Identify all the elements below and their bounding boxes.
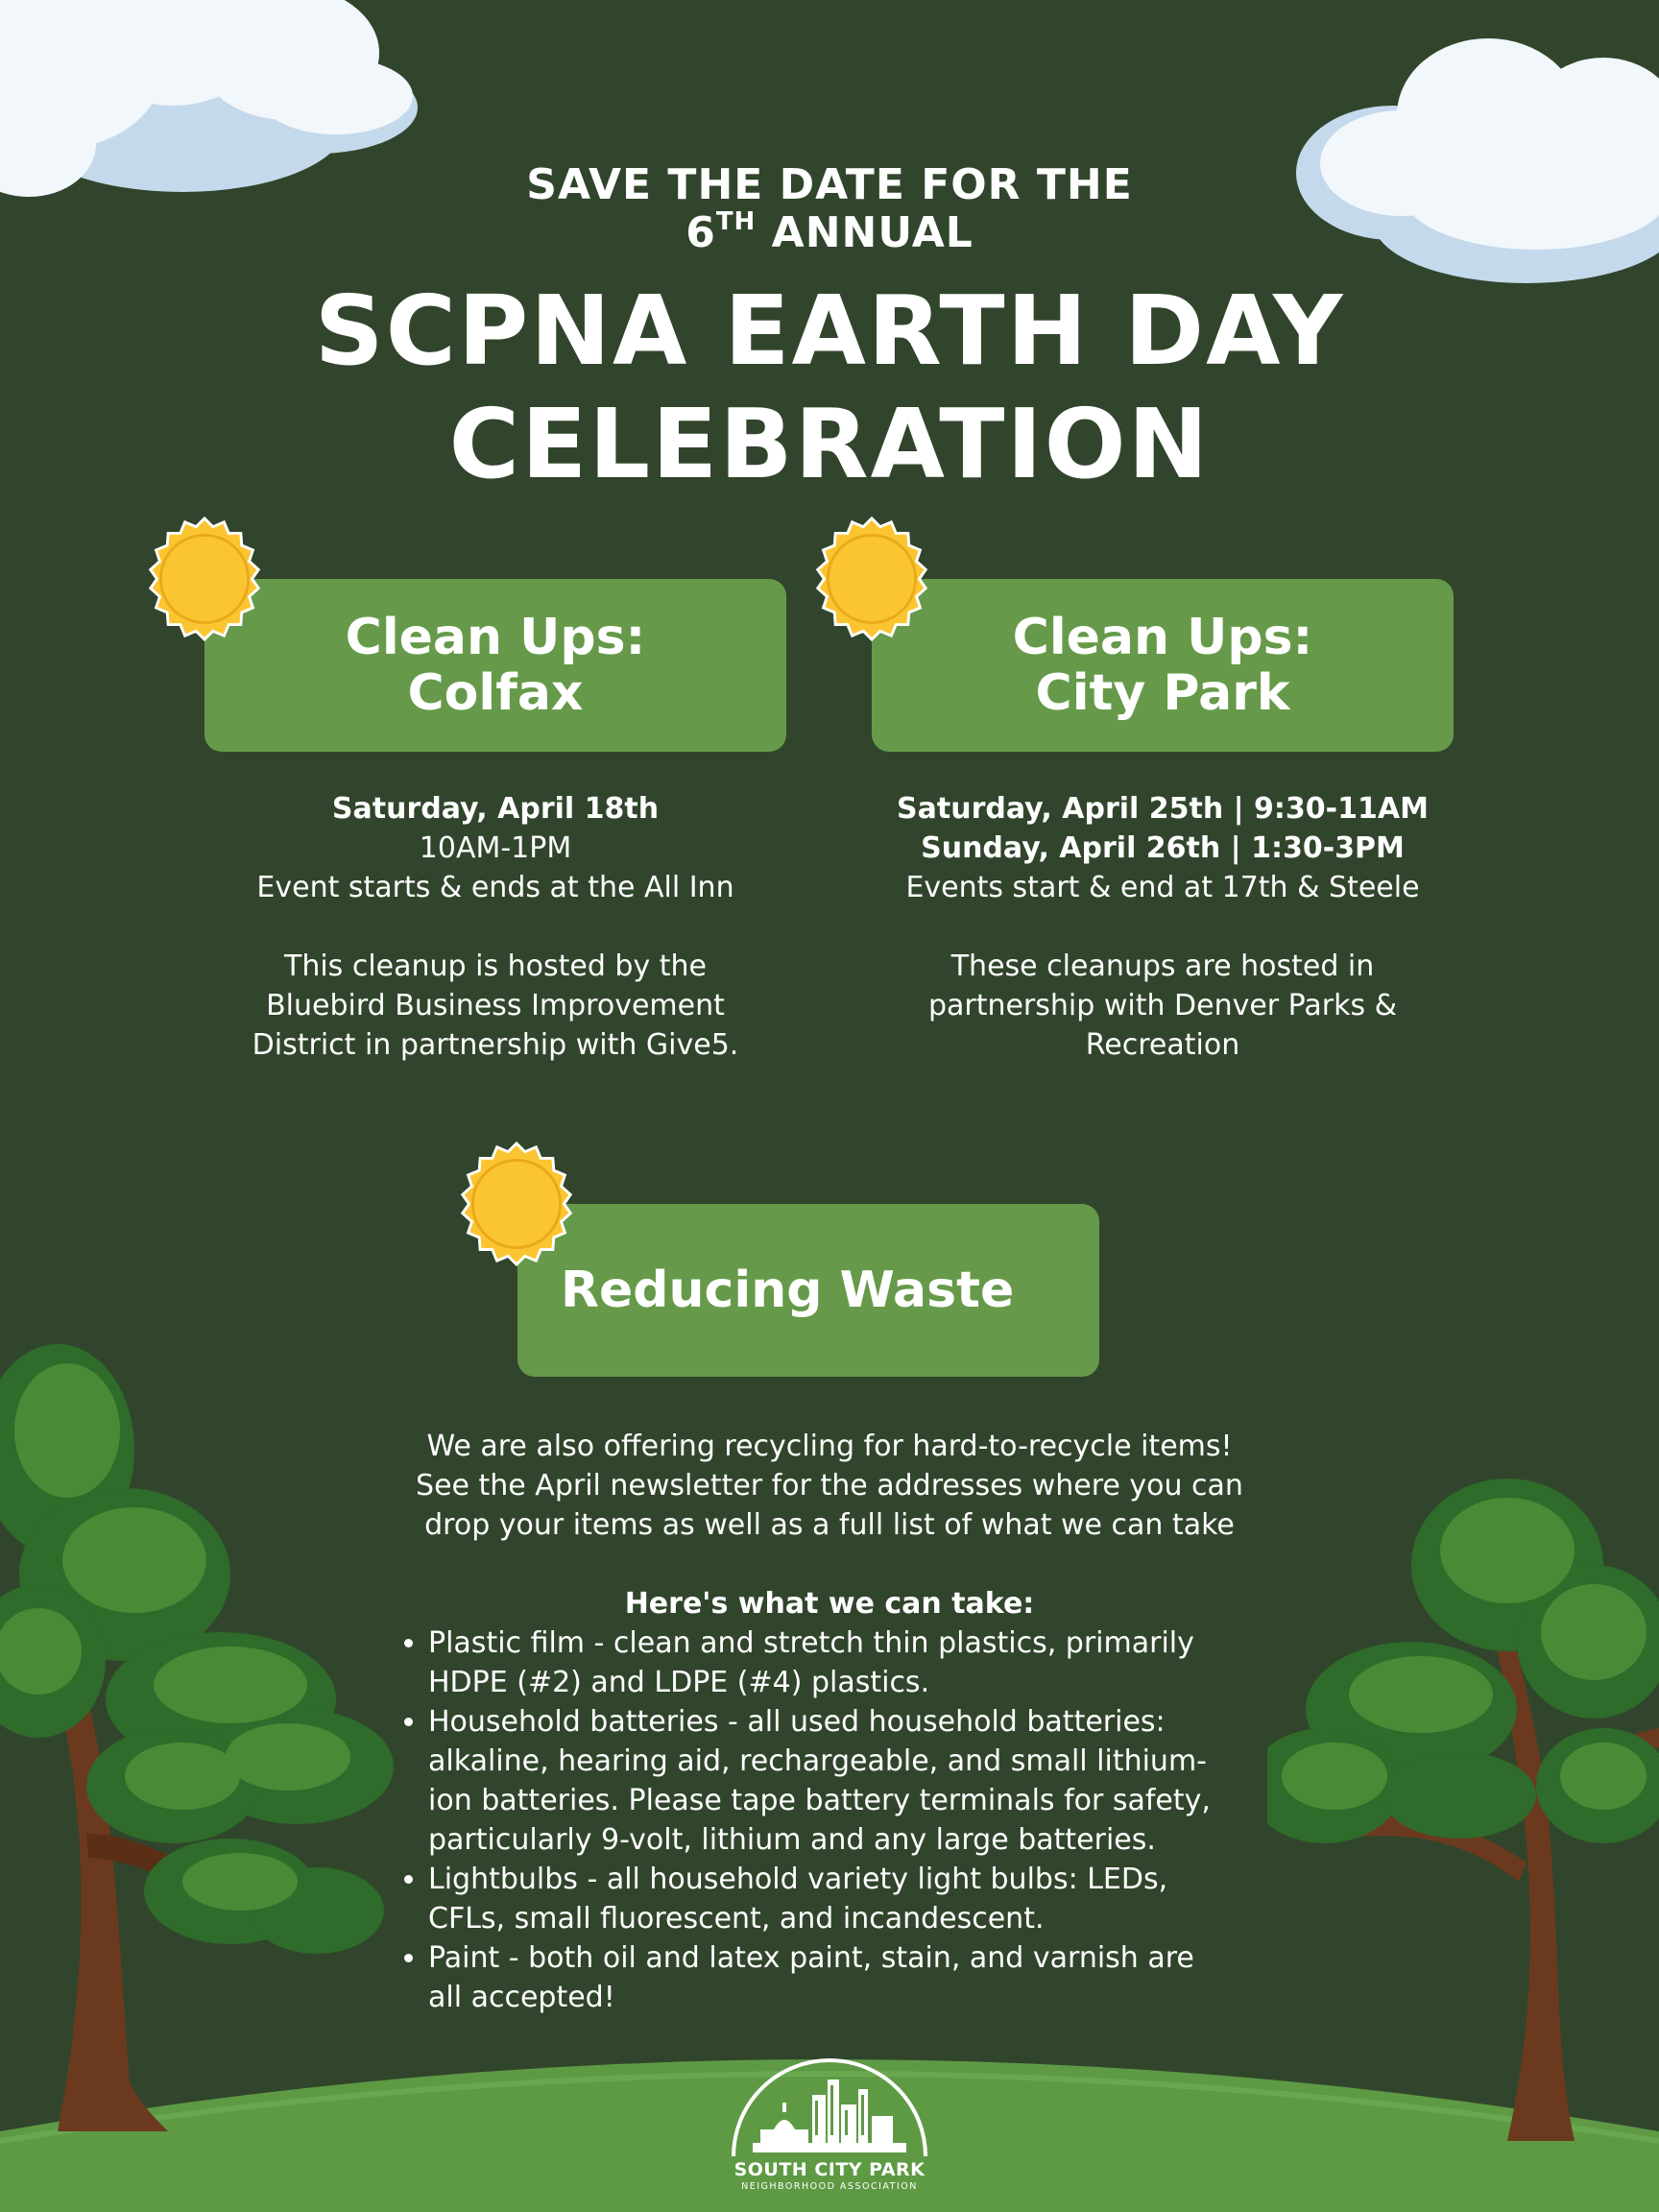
waste-intro-line3: drop your items as well as a full list of what we can take — [424, 1508, 1235, 1542]
city-park-host-line2: partnership with Denver Parks & — [927, 989, 1398, 1022]
waste-intro-line1: We are also offering recycling for hard-to-recycle items! — [426, 1430, 1233, 1463]
reducing-waste-details — [369, 1427, 1290, 2017]
colfax-date: Saturday, April 18th — [331, 792, 660, 826]
city-park-details — [853, 789, 1473, 1065]
south-city-park-logo — [724, 2051, 935, 2204]
list-item-line: particularly 9-volt, lithium and any large batteries. — [428, 1823, 1156, 1857]
city-park-location: Events start & end at 17th & Steele — [905, 871, 1420, 904]
colfax-label-line2: Colfax — [407, 664, 584, 722]
city-park-host-line1: These cleanups are hosted in — [950, 950, 1375, 983]
city-park-label-line1: Clean Ups: — [1012, 609, 1313, 666]
list-item-line: CFLs, small fluorescent, and incandescent. — [428, 1902, 1045, 1936]
colfax-location: Event starts & ends at the All Inn — [256, 871, 734, 904]
annual-word: ANNUAL — [771, 208, 974, 257]
sun-badge-icon — [142, 517, 267, 641]
colfax-host-line2: Bluebird Business Improvement — [266, 989, 725, 1022]
city-park-host-line3: Recreation — [1085, 1028, 1240, 1062]
colfax-host-line1: This cleanup is hosted by the — [284, 950, 707, 983]
reducing-waste-label: Reducing Waste — [561, 1262, 1015, 1319]
reducing-waste-label-box — [517, 1204, 1099, 1377]
city-park-label-box — [872, 579, 1454, 752]
colfax-host-line3: District in partnership with Give5. — [252, 1028, 739, 1062]
city-park-label-line2: City Park — [1035, 664, 1290, 722]
event-title-line1: SCPNA EARTH DAY — [314, 275, 1345, 387]
list-item-line: HDPE (#2) and LDPE (#4) plastics. — [428, 1666, 930, 1699]
save-the-date-line: SAVE THE DATE FOR THE — [526, 160, 1133, 209]
list-item — [428, 1860, 1290, 1938]
city-skyline-icon — [724, 2051, 935, 2158]
logo-name: SOUTH CITY PARK — [733, 2159, 926, 2180]
save-the-date-heading — [0, 161, 1659, 257]
event-title-line2: CELEBRATION — [448, 388, 1211, 500]
colfax-label-line1: Clean Ups: — [345, 609, 646, 666]
colfax-label-box — [204, 579, 786, 752]
list-item — [428, 1702, 1290, 1860]
tree-right-icon — [1267, 1479, 1659, 2141]
logo-subtitle: NEIGHBORHOOD ASSOCIATION — [741, 2181, 918, 2192]
accepted-items-list — [386, 1623, 1290, 2017]
event-title — [0, 275, 1659, 501]
list-item-line: • Lightbulbs - all household variety light bulbs: LEDs, — [428, 1863, 1168, 1896]
list-item — [428, 1623, 1290, 1702]
sun-badge-icon — [809, 517, 934, 641]
tree-left-icon — [0, 1334, 403, 2131]
list-item-line: ion batteries. Please tape battery terminals for safety, — [428, 1784, 1211, 1817]
annual-number: 6 — [685, 208, 716, 257]
list-item-line: • Paint - both oil and latex paint, stain, and varnish are — [428, 1941, 1194, 1975]
list-item-line: all accepted! — [428, 1981, 615, 2014]
colfax-time: 10AM-1PM — [419, 831, 572, 865]
list-item — [428, 1938, 1290, 2017]
city-park-date2: Sunday, April 26th | 1:30-3PM — [921, 831, 1405, 865]
accepted-items-heading: Here's what we can take: — [624, 1587, 1035, 1621]
list-item-line: • Household batteries - all used household batteries: — [428, 1705, 1166, 1739]
list-item-line: alkaline, hearing aid, rechargeable, and small lithium- — [428, 1744, 1207, 1778]
waste-intro-line2: See the April newsletter for the addresses where you can — [416, 1469, 1243, 1503]
sun-badge-icon — [454, 1142, 579, 1266]
list-item-line: • Plastic film - clean and stretch thin plastics, primarily — [428, 1626, 1194, 1660]
annual-line — [0, 209, 1659, 257]
annual-suffix: TH — [715, 207, 757, 236]
colfax-details — [204, 789, 786, 1065]
city-park-date1: Saturday, April 25th | 9:30-11AM — [897, 792, 1429, 826]
